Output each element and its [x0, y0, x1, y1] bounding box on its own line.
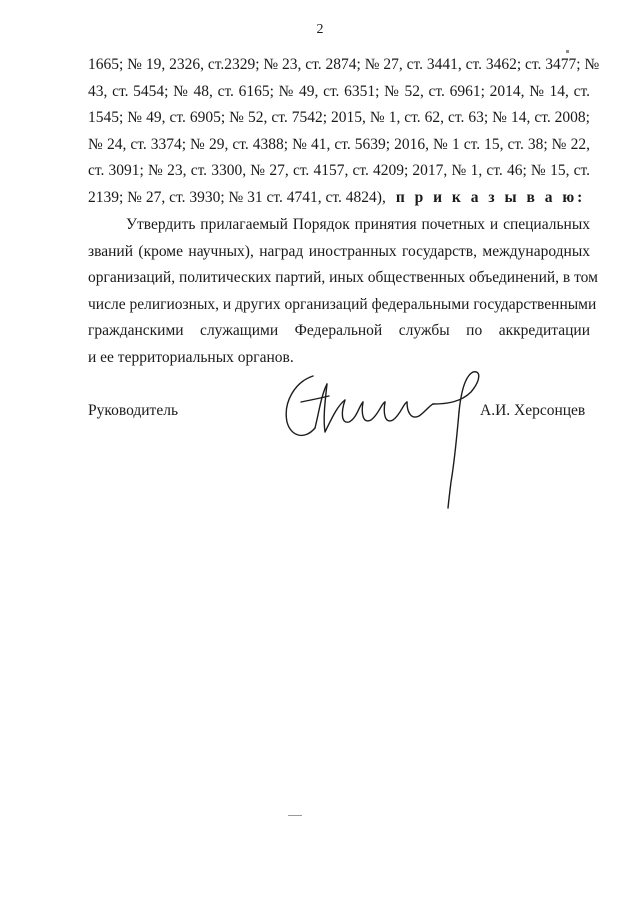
scan-mark [288, 815, 302, 816]
text-line: ст. 3091; № 23, ст. 3300, № 27, ст. 4157, ст. 4209; 2017, № 1, ст. 46; № 15, ст. [88, 162, 590, 179]
text-line: организаций, политических партий, иных общественных объединений, в том [88, 269, 598, 286]
text-line: гражданскими служащими Федеральной службы по аккредитации [88, 322, 590, 339]
order-word: п р и к а з ы в а ю: [395, 188, 586, 206]
signer-name: А.И. Херсонцев [480, 402, 586, 419]
signer-title: Руководитель [88, 402, 179, 419]
text-line: 43, ст. 5454; № 48, ст. 6165; № 49, ст. 6351; № 52, ст. 6961; 2014, № 14, ст. [88, 82, 590, 100]
text-line-last-content: 2139; № 27, ст. 3930; № 31 ст. 4741, ст. 4824), [88, 188, 386, 206]
text-line: № 24, ст. 3374; № 29, ст. 4388; № 41, ст. 5639; 2016, № 1 ст. 15, ст. 38; № 22, [88, 135, 590, 153]
text-line: 1545; № 49, ст. 6905; № 52, ст. 7542; 2015, № 1, ст. 62, ст. 63; № 14, ст. 2008; [88, 109, 590, 126]
order-paragraph [88, 212, 598, 371]
text-line: званий (кроме научных), наград иностранных государств, международных [88, 242, 590, 260]
text-line-last [88, 185, 590, 212]
text-line: 1665; № 19, 2326, ст.2329; № 23, ст. 2874; № 27, ст. 3441, ст. 3462; ст. 3477; № [88, 56, 600, 73]
text-line: числе религиозных, и других организаций федеральными государственными [88, 295, 597, 313]
handwritten-signature [275, 362, 505, 512]
text-line: и ее территориальных органов. [88, 348, 294, 366]
legal-references-paragraph [88, 52, 600, 211]
text-line: Утвердить прилагаемый Порядок принятия почетных и специальных [126, 216, 590, 233]
page-number: 2 [316, 22, 324, 37]
